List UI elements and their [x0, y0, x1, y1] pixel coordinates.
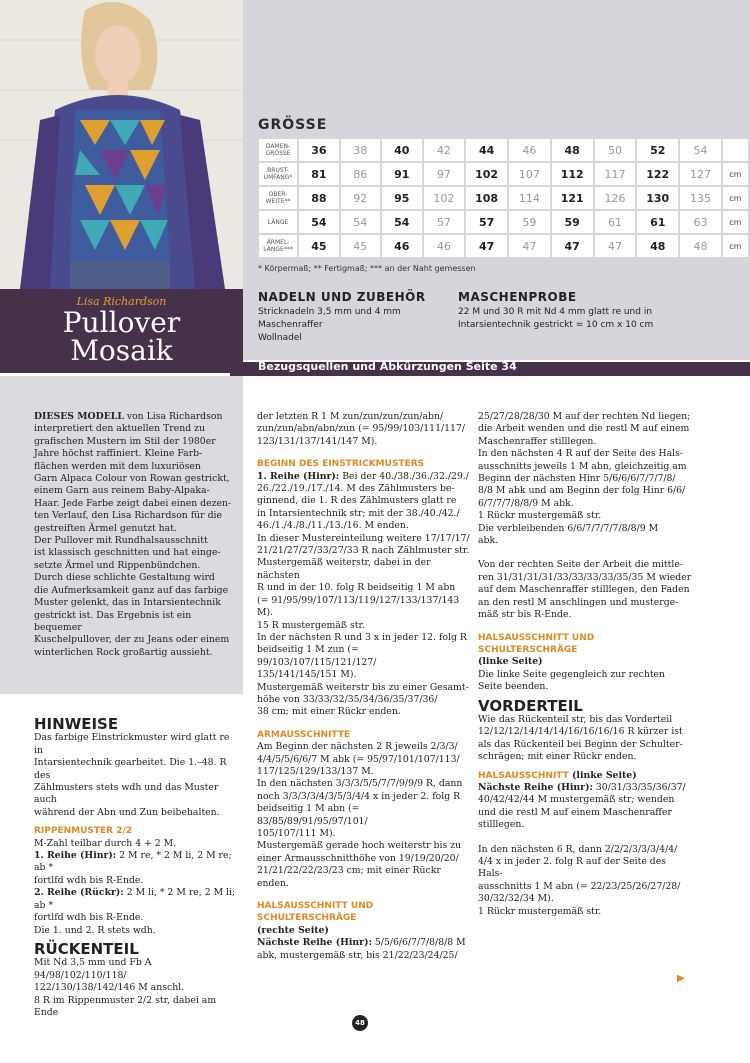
size-row-label: ÄRMEL- LÄNGE***	[259, 235, 297, 257]
size-table	[257, 137, 750, 259]
needles-line: Maschenraffer	[258, 320, 323, 330]
size-row-label: DAMEN- GRÖSSE	[259, 139, 297, 161]
size-cell: 63	[680, 211, 721, 233]
hinweise-line: während der Abn und Zun beibehalten.	[34, 806, 220, 818]
text-line: Mustergemäß weiterstr bis zu einer Gesamt-	[257, 681, 469, 693]
size-cell: 47	[595, 235, 636, 257]
text-line: ausschnitts 1 M abn (= 22/23/25/26/27/28/	[478, 880, 681, 892]
intro-line: ten Verlauf, den Lisa Richardson für die	[34, 510, 222, 522]
intro-line: einem Garn aus reinem Baby-Alpaka-	[34, 485, 210, 497]
size-cell: 54	[299, 211, 339, 233]
text-line: in Intarsientechnik str; mit der 38./40./42./	[257, 507, 460, 519]
hinweise-line: Intarsientechnik gearbeitet. Die 1.–48. R des	[34, 757, 227, 781]
text-line: einer Armausschnitthöhe von 19/19/20/20/	[257, 852, 459, 864]
hinweise-heading: HINWEISE	[34, 715, 119, 733]
hals2-next-row: Nächste Reihe (Hinr): 30/31/33/35/36/37/	[478, 781, 686, 793]
text-line: 12/12/12/14/14/14/16/16/16/16 R kürzer ist	[478, 726, 683, 738]
model-photo	[0, 0, 243, 289]
size-cell: 45	[341, 235, 380, 257]
intro-lead: DIESES MODELL	[34, 411, 124, 422]
designer-name: Lisa Richardson	[76, 295, 167, 308]
text-line: 21/21/27/27/33/27/33 R nach Zählmuster str.	[257, 545, 470, 557]
size-cell: 59	[509, 211, 550, 233]
intro-line: ist klassisch geschnitten und hat einge-	[34, 547, 221, 559]
size-row-label: BRUST- UMFANG*	[259, 163, 297, 185]
text-line: ausschnitts jeweils 1 M abn, gleichzeitig am	[478, 460, 687, 472]
hals-sub-left: (linke Seite)	[478, 656, 543, 668]
size-row	[259, 139, 748, 161]
size-cell: 126	[595, 187, 636, 209]
hals-heading-right: HALSAUSSCHNITT UND SCHULTERSCHRÄGE	[257, 901, 374, 924]
text-line: Die verbleibenden 6/6/7/7/7/7/8/8/9 M	[478, 522, 659, 534]
size-cell: 102	[466, 163, 507, 185]
text-line: abk.	[478, 535, 499, 547]
intro-line: grafischen Mustern im Stil der 1980er	[34, 435, 216, 447]
text-line: zun/zun/abn/abn/zun (= 95/99/103/111/117/	[257, 423, 465, 435]
size-cell: 44	[466, 139, 507, 161]
ruecken-line: 8 R im Rippenmuster 2/2 str, dabei am Ende	[34, 994, 217, 1018]
text-line: In den nächsten 4 R auf der Seite des Hals-	[478, 448, 684, 460]
size-cell: 95	[382, 187, 422, 209]
ruecken-line: 122/130/138/142/146 M anschl.	[34, 982, 185, 994]
text-line: 1 Rückr mustergemäß str.	[478, 510, 602, 522]
size-row	[259, 211, 748, 233]
text-line: 21/21/22/22/23/23 cm; mit einer Rückr	[257, 865, 441, 877]
text-line: beidseitig 1 M zun (= 99/103/107/115/121/127/	[257, 644, 377, 668]
text-line: mäß str bis R-Ende.	[478, 609, 572, 621]
size-cell: 81	[299, 163, 339, 185]
row2-cont: fortlfd wdh bis R-Ende.	[34, 912, 144, 924]
text-line: ren 31/31/31/31/33/33/33/33/35/35 M wieder	[478, 571, 692, 583]
text-line: In den nächsten 6 R, dann 2/2/2/3/3/3/4/4/	[478, 843, 678, 855]
size-cell: 54	[680, 139, 721, 161]
intro-line: Haar. Jede Farbe zeigt dabei einen dezen-	[34, 497, 232, 509]
size-row	[259, 163, 748, 185]
size-cell: 36	[299, 139, 339, 161]
text-line: In dieser Mustereinteilung weitere 17/17/17/	[257, 532, 470, 544]
text-line: auf dem Maschenraffer stilllegen, den Faden	[478, 584, 690, 596]
text-line: abk, mustergemäß str, bis 21/22/23/24/25/	[257, 949, 458, 961]
intro-line: interpretiert den aktuellen Trend zu	[34, 423, 206, 435]
text-line: Von der rechten Seite der Arbeit die mittle-	[478, 559, 683, 571]
size-cell: 54	[382, 211, 422, 233]
text-line: 8/8 M abk und am Beginn der folg Hinr 6/6/	[478, 485, 686, 497]
intro-line: Durch diese schlichte Gestaltung wird	[34, 572, 215, 584]
text-line: 105/107/111 M).	[257, 828, 336, 839]
size-unit: cm	[723, 211, 748, 233]
sources-text: Bezugsquellen und Abkürzungen Seite 34	[258, 360, 517, 373]
text-line: 6/7/7/7/8/8/9 M abk.	[478, 497, 574, 509]
text-line: (= 91/95/99/107/113/119/127/133/137/143 M).	[257, 594, 460, 619]
pattern-title-line1: Pullover	[62, 306, 181, 339]
text-line: 30/32/32/34 M).	[478, 893, 554, 905]
gauge-section	[458, 291, 698, 332]
text-line: Mustergemäß gerade hoch weiterstr bis zu	[257, 840, 462, 852]
size-cell: 54	[341, 211, 380, 233]
size-row	[259, 187, 748, 209]
intro-line: von Lisa Richardson	[123, 411, 223, 422]
needles-heading: NADELN UND ZUBEHÖR	[258, 290, 426, 304]
size-row	[259, 235, 748, 257]
intro-line: Garn Alpaca Colour von Rowan gestrickt,	[34, 473, 230, 485]
einstrick-row1: 1. Reihe (Hinr): Bei der 40./38./36./32./29./	[257, 470, 469, 482]
arm-heading: ARMAUSSCHNITTE	[257, 729, 351, 740]
text-line: 40/42/42/44 M mustergemäß str; wenden	[478, 794, 675, 806]
text-line: der letzten R 1 M zun/zun/zun/zun/abn/	[257, 411, 444, 422]
size-cell: 135	[680, 187, 721, 209]
continue-arrow-icon: ▶	[677, 973, 685, 984]
text-line: R und in der 10. folg R beidseitig 1 M abn	[257, 582, 456, 594]
text-line: 1 Rückr mustergemäß str.	[478, 905, 602, 917]
text-line: 4/4/5/5/6/6/7 M abk (= 95/97/101/107/113/	[257, 753, 460, 765]
size-cell: 40	[382, 139, 422, 161]
size-cell: 46	[382, 235, 422, 257]
gauge-heading: MASCHENPROBE	[458, 290, 577, 304]
size-cell: 59	[552, 211, 593, 233]
text-line: 46./1./4./8./11./13./16. M enden.	[257, 520, 409, 532]
intro-line: gestrickt ist. Das Ergebnis ist ein bequemer	[34, 609, 192, 633]
vorder-heading: VORDERTEIL	[478, 696, 583, 715]
intro-line: Kuschelpullover, der zu Jeans oder einem	[34, 634, 230, 646]
text-line: Seite beenden.	[478, 681, 549, 693]
hals-sub-right: (rechte Seite)	[257, 924, 329, 936]
text-line: als das Rückenteil bei Beginn der Schulter-	[478, 738, 683, 750]
size-cell: 88	[299, 187, 339, 209]
column-1	[34, 715, 239, 1019]
size-cell: 45	[299, 235, 339, 257]
text-line: und die restl M auf einem Maschenraffer	[478, 806, 672, 818]
text-line: höhe von 33/33/32/35/34/36/35/37/36/	[257, 693, 438, 705]
size-cell: 121	[552, 187, 593, 209]
text-line: Maschenraffer stilllegen.	[478, 435, 597, 447]
needles-section	[258, 291, 448, 345]
size-footnote: * Körpermaß; ** Fertigmaß; *** an der Naht gemessen	[258, 264, 476, 273]
intro-line: winterlichen Rock großartig aussieht.	[34, 646, 213, 658]
intro-line: Muster gelenkt, das in Intarsientechnik	[34, 597, 221, 609]
intro-line: setzte Ärmel und Rippenbündchen.	[34, 559, 201, 571]
rippen-line: M-Zahl teilbar durch 4 + 2 M.	[34, 837, 177, 849]
pattern-title-line2: Mosaik	[70, 334, 173, 367]
hals2-heading: HALSAUSSCHNITT (linke Seite)	[478, 769, 637, 781]
size-cell: 46	[509, 139, 550, 161]
size-cell: 114	[509, 187, 550, 209]
size-cell: 102	[424, 187, 465, 209]
intro-line: Jahre höchst raffiniert. Kleine Farb-	[34, 448, 203, 460]
intro-line: gestreiften Ärmel genutzt hat.	[34, 522, 177, 534]
repeat-note: Die 1. und 2. R stets wdh.	[34, 924, 156, 936]
hals-heading-left: HALSAUSSCHNITT UND SCHULTERSCHRÄGE	[478, 632, 595, 655]
text-line: 123/131/137/141/147 M).	[257, 435, 378, 447]
size-cell: 47	[509, 235, 550, 257]
text-line: die Arbeit wenden und die restl M auf einem	[478, 423, 690, 435]
size-cell: 92	[341, 187, 380, 209]
title-block	[0, 289, 243, 373]
size-cell: 91	[382, 163, 422, 185]
hals-next-row: Nächste Reihe (Hinr): 5/5/6/6/7/7/8/8/8 M	[257, 937, 466, 949]
page-number: 48	[352, 1015, 368, 1031]
size-cell: 117	[595, 163, 636, 185]
size-cell: 122	[637, 163, 678, 185]
size-cell: 130	[637, 187, 678, 209]
text-line: Mustergemäß weiterstr, dabei in der nächsten	[257, 557, 431, 581]
size-cell: 61	[595, 211, 636, 233]
text-line: an den restl M anschlingen und musterge-	[478, 596, 679, 608]
size-row-label: OBER- WEITE**	[259, 187, 297, 209]
gauge-line: 22 M und 30 R mit Nd 4 mm glatt re und in	[458, 307, 653, 317]
size-unit	[723, 139, 748, 161]
row1-cont: fortlfd wdh bis R-Ende.	[34, 874, 144, 886]
size-cell: 47	[552, 235, 593, 257]
size-unit: cm	[723, 163, 748, 185]
intro-line: Der Pullover mit Rundhalsausschnitt	[34, 535, 208, 547]
size-cell: 52	[637, 139, 678, 161]
text-line: In den nächsten 3/3/3/5/5/7/7/9/9/9 R, dann	[257, 778, 463, 790]
row2-instruction: 2. Reihe (Rückr): 2 M li, * 2 M re, 2 M li; ab *	[34, 887, 236, 911]
text-line: enden.	[257, 877, 289, 889]
size-cell: 38	[341, 139, 380, 161]
text-line: 135/141/145/151 M).	[257, 669, 357, 681]
size-cell: 97	[424, 163, 465, 185]
size-cell: 61	[637, 211, 678, 233]
size-cell: 112	[552, 163, 593, 185]
size-cell: 57	[424, 211, 465, 233]
intro-line: flächen werden mit dem luxuriösen	[34, 460, 201, 472]
size-cell: 48	[680, 235, 721, 257]
size-cell: 47	[466, 235, 507, 257]
text-line: 15 R mustergemäß str.	[257, 619, 365, 631]
text-line: schrägen; mit einer Rückr enden.	[478, 751, 637, 763]
size-row-label: LÄNGE	[259, 211, 297, 233]
size-cell: 57	[466, 211, 507, 233]
hinweise-line: Zählmusters stets wdh und das Muster auch	[34, 782, 219, 806]
rippen-heading: RIPPENMUSTER 2/2	[34, 826, 133, 837]
gauge-line: Intarsientechnik gestrickt = 10 cm x 10 cm	[458, 320, 654, 330]
text-line: 25/27/28/28/30 M auf der rechten Nd liegen;	[478, 411, 691, 422]
size-cell: 86	[341, 163, 380, 185]
size-heading: GRÖSSE	[258, 117, 328, 133]
text-line: In der nächsten R und 3 x in jeder 12. folg R	[257, 631, 467, 643]
einstrick-heading: BEGINN DES EINSTRICKMUSTERS	[257, 459, 425, 470]
ruecken-line: Mit Nd 3,5 mm und Fb A 94/98/102/110/118/	[34, 957, 152, 981]
text-line: Die linke Seite gegengleich zur rechten	[478, 668, 666, 680]
text-line: 4/4 x in jeder 2. folg R auf der Seite des Hals-	[478, 856, 667, 880]
intro-text	[34, 411, 234, 659]
size-unit: cm	[723, 187, 748, 209]
text-line: 38 cm; mit einer Rückr enden.	[257, 706, 401, 718]
text-line: beidseitig 1 M abn (= 83/85/89/91/95/97/101/	[257, 803, 368, 827]
text-line: Beginn der nächsten Hinr 5/6/6/6/7/7/7/8/	[478, 473, 676, 485]
text-line: noch 3/3/3/3/4/3/5/3/4/4 x in jeder 2. folg R	[257, 790, 461, 802]
size-cell: 50	[595, 139, 636, 161]
text-line: ginnend, die 1. R des Zählmusters glatt re	[257, 495, 457, 507]
intro-line: die Aufmerksamkeit ganz auf das farbige	[34, 584, 229, 596]
needles-line: Wollnadel	[258, 333, 302, 343]
size-cell: 127	[680, 163, 721, 185]
text-line: 117/125/129/133/137 M.	[257, 765, 374, 777]
size-cell: 107	[509, 163, 550, 185]
text-line: 26./22./19./17./14. M des Zählmusters be-	[257, 483, 455, 495]
column-2	[257, 411, 472, 962]
size-cell: 108	[466, 187, 507, 209]
size-cell: 48	[552, 139, 593, 161]
hinweise-line: Das farbige Einstrickmuster wird glatt re in	[34, 732, 230, 756]
text-line: stilllegen.	[478, 819, 525, 831]
ruecken-heading: RÜCKENTEIL	[34, 939, 139, 958]
size-unit: cm	[723, 235, 748, 257]
text-line: Am Beginn der nächsten 2 R jeweils 2/3/3/	[257, 741, 458, 753]
size-cell: 42	[424, 139, 465, 161]
row1-instruction: 1. Reihe (Hinr): 2 M re, * 2 M li, 2 M re; ab *	[34, 850, 232, 874]
column-3	[478, 411, 693, 918]
size-cell: 48	[637, 235, 678, 257]
needles-line: Stricknadeln 3,5 mm und 4 mm	[258, 307, 401, 317]
size-cell: 46	[424, 235, 465, 257]
text-line: Wie das Rückenteil str, bis das Vorderteil	[478, 713, 673, 725]
